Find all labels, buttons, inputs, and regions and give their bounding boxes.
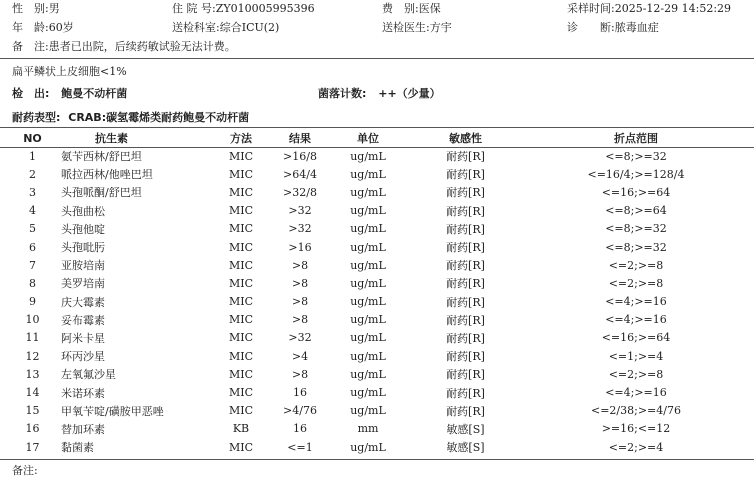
breakpoint-cell: <=8;>=32 xyxy=(605,149,667,163)
method-cell: MIC xyxy=(228,258,254,272)
row-no-cell: 8 xyxy=(29,276,36,290)
table-body xyxy=(10,147,744,456)
detection-organism: 鲍曼不动杆菌 xyxy=(61,87,128,100)
sensitivity-cell: 敏感[S] xyxy=(446,441,485,455)
method-cell: MIC xyxy=(228,349,254,363)
col-header-drug: 抗生素 xyxy=(95,132,128,145)
result-cell: >8 xyxy=(291,313,309,327)
drug-name-cell: 氨苄西林/舒巴坦 xyxy=(61,150,142,164)
unit-cell: ug/mL xyxy=(350,276,386,290)
result-cell: >16/8 xyxy=(283,149,317,163)
breakpoint-cell: >=16;<=12 xyxy=(601,422,671,436)
result-cell: >32 xyxy=(288,331,312,345)
breakpoint-cell: <=1;>=4 xyxy=(608,349,664,363)
breakpoint-cell: <=4;>=16 xyxy=(605,295,667,309)
diagnosis-value: 脓毒血症 xyxy=(614,21,659,34)
doctor-value: 方宇 xyxy=(429,21,452,34)
sensitivity-cell: 耐药[R] xyxy=(446,204,485,218)
result-cell: >4/76 xyxy=(283,404,317,418)
table-row xyxy=(10,165,744,183)
unit-cell: ug/mL xyxy=(350,349,386,363)
drug-name-cell: 头孢吡肟 xyxy=(61,241,105,255)
result-cell: >32 xyxy=(288,204,312,218)
row-no-cell: 11 xyxy=(25,331,40,345)
sensitivity-cell: 耐药[R] xyxy=(446,259,485,273)
sex-field xyxy=(12,0,60,16)
drug-name-cell: 亚胺培南 xyxy=(61,259,105,273)
unit-cell: ug/mL xyxy=(350,167,386,181)
breakpoint-cell: <=8;>=32 xyxy=(605,222,667,236)
detection-row xyxy=(12,85,127,101)
unit-cell: ug/mL xyxy=(350,222,386,236)
row-no-cell: 4 xyxy=(29,204,36,218)
fee-field xyxy=(382,0,441,16)
method-cell: MIC xyxy=(228,240,254,254)
method-cell: MIC xyxy=(228,276,254,290)
unit-cell: ug/mL xyxy=(350,149,386,163)
susceptibility-table xyxy=(10,129,744,456)
result-cell: >4 xyxy=(291,349,309,363)
table-top-rule xyxy=(0,127,754,128)
table-row xyxy=(10,311,744,329)
drug-name-cell: 头孢他啶 xyxy=(61,222,105,236)
breakpoint-cell: <=8;>=32 xyxy=(605,240,667,254)
doctor-field xyxy=(382,19,452,35)
sensitivity-cell: 耐药[R] xyxy=(446,186,485,200)
col-header-breakpoint: 折点范围 xyxy=(614,132,658,145)
drug-name-cell: 头孢哌酮/舒巴坦 xyxy=(61,186,142,200)
sensitivity-cell: 耐药[R] xyxy=(446,150,485,164)
breakpoint-cell: <=8;>=64 xyxy=(605,204,667,218)
fee-label: 费 别: xyxy=(382,2,419,15)
method-cell: MIC xyxy=(228,367,254,381)
row-no-cell: 1 xyxy=(29,149,36,163)
method-cell: MIC xyxy=(228,313,254,327)
unit-cell: ug/mL xyxy=(350,386,386,400)
footer-note: 备注: xyxy=(12,464,38,477)
result-cell: >16 xyxy=(288,240,312,254)
remark-label: 备 注: xyxy=(12,40,49,53)
breakpoint-cell: <=2;>=4 xyxy=(608,440,664,454)
method-cell: MIC xyxy=(228,295,254,309)
age-field xyxy=(12,19,74,35)
unit-cell: ug/mL xyxy=(350,185,386,199)
row-no-cell: 12 xyxy=(25,349,40,363)
result-cell: 16 xyxy=(293,386,307,400)
dept-value: 综合ICU(2) xyxy=(219,21,280,34)
sensitivity-cell: 耐药[R] xyxy=(446,386,485,400)
table-header-row xyxy=(10,129,744,147)
drug-name-cell: 甲氧苄啶/磺胺甲恶唑 xyxy=(61,404,164,418)
sex-label: 性 别: xyxy=(12,2,49,15)
drug-name-cell: 妥布霉素 xyxy=(61,313,105,327)
colony-count-value: ++（少量） xyxy=(378,87,441,100)
result-cell: 16 xyxy=(293,422,307,436)
cell-note: 扁平鳞状上皮细胞<1% xyxy=(12,65,127,78)
method-cell: KB xyxy=(232,422,250,436)
unit-cell: ug/mL xyxy=(350,331,386,345)
table-row xyxy=(10,329,744,347)
header-divider xyxy=(0,58,754,59)
age-value: 60岁 xyxy=(48,21,74,34)
sensitivity-cell: 耐药[R] xyxy=(446,404,485,418)
diagnosis-field xyxy=(567,19,659,35)
sample-time-label: 采样时间: xyxy=(567,2,615,15)
row-no-cell: 2 xyxy=(29,167,36,181)
method-cell: MIC xyxy=(228,404,254,418)
breakpoint-cell: <=16;>=64 xyxy=(601,331,671,345)
table-row xyxy=(10,256,744,274)
table-row xyxy=(10,274,744,292)
detection-label: 检 出: xyxy=(12,87,50,100)
unit-cell: mm xyxy=(357,422,379,436)
drug-name-cell: 环丙沙星 xyxy=(61,350,105,364)
drug-name-cell: 黏菌素 xyxy=(61,441,94,455)
sensitivity-cell: 敏感[S] xyxy=(446,422,485,436)
remark-value: 患者已出院，后续药敏试验无法计费。 xyxy=(48,40,236,53)
sensitivity-cell: 耐药[R] xyxy=(446,313,485,327)
admission-value: ZY010005995396 xyxy=(215,2,315,15)
table-row xyxy=(10,438,744,456)
drug-name-cell: 左氧氟沙星 xyxy=(61,368,116,382)
breakpoint-cell: <=2/38;>=4/76 xyxy=(591,404,681,418)
diagnosis-label: 诊 断: xyxy=(567,21,615,34)
drug-name-cell: 米诺环素 xyxy=(61,386,105,400)
drug-name-cell: 庆大霉素 xyxy=(61,295,105,309)
phenotype-label: 耐药表型: xyxy=(12,111,61,124)
unit-cell: ug/mL xyxy=(350,240,386,254)
col-header-no: NO xyxy=(23,131,42,145)
table-row xyxy=(10,383,744,401)
breakpoint-cell: <=16;>=64 xyxy=(601,185,671,199)
row-no-cell: 7 xyxy=(29,258,36,272)
drug-name-cell: 哌拉西林/他唑巴坦 xyxy=(61,168,153,182)
drug-name-cell: 头孢曲松 xyxy=(61,204,105,218)
colony-count-row xyxy=(318,85,441,101)
sensitivity-cell: 耐药[R] xyxy=(446,168,485,182)
row-no-cell: 9 xyxy=(29,295,36,309)
method-cell: MIC xyxy=(228,222,254,236)
col-header-result: 结果 xyxy=(289,132,311,145)
sensitivity-cell: 耐药[R] xyxy=(446,368,485,382)
row-no-cell: 17 xyxy=(25,440,40,454)
row-no-cell: 6 xyxy=(29,240,36,254)
col-header-method: 方法 xyxy=(230,132,252,145)
row-no-cell: 10 xyxy=(25,313,40,327)
sample-time-value: 2025-12-29 14:52:29 xyxy=(614,2,732,15)
result-cell: >32 xyxy=(288,222,312,236)
sensitivity-cell: 耐药[R] xyxy=(446,350,485,364)
breakpoint-cell: <=2;>=8 xyxy=(608,367,664,381)
col-header-sensitivity: 敏感性 xyxy=(449,132,482,145)
method-cell: MIC xyxy=(228,386,254,400)
breakpoint-cell: <=16/4;>=128/4 xyxy=(587,167,685,181)
unit-cell: ug/mL xyxy=(350,313,386,327)
result-cell: >8 xyxy=(291,276,309,290)
sensitivity-cell: 耐药[R] xyxy=(446,277,485,291)
method-cell: MIC xyxy=(228,204,254,218)
result-cell: >64/4 xyxy=(283,167,317,181)
result-cell: >32/8 xyxy=(283,185,317,199)
table-row xyxy=(10,365,744,383)
unit-cell: ug/mL xyxy=(350,367,386,381)
dept-label: 送检科室: xyxy=(172,21,220,34)
breakpoint-cell: <=4;>=16 xyxy=(605,386,667,400)
dept-field xyxy=(172,19,279,35)
unit-cell: ug/mL xyxy=(350,295,386,309)
breakpoint-cell: <=2;>=8 xyxy=(608,276,664,290)
method-cell: MIC xyxy=(228,149,254,163)
col-header-unit: 单位 xyxy=(357,132,379,145)
method-cell: MIC xyxy=(228,331,254,345)
row-no-cell: 16 xyxy=(25,422,40,436)
phenotype-value: CRAB:碳氢霉烯类耐药鲍曼不动杆菌 xyxy=(68,111,250,124)
sex-value: 男 xyxy=(48,2,60,15)
doctor-label: 送检医生: xyxy=(382,21,430,34)
result-cell: <=1 xyxy=(287,440,313,454)
table-bottom-rule xyxy=(0,459,754,460)
breakpoint-cell: <=2;>=8 xyxy=(608,258,664,272)
breakpoint-cell: <=4;>=16 xyxy=(605,313,667,327)
result-cell: >8 xyxy=(291,367,309,381)
sensitivity-cell: 耐药[R] xyxy=(446,295,485,309)
table-row xyxy=(10,202,744,220)
colony-count-label: 菌落计数: xyxy=(318,87,367,100)
unit-cell: ug/mL xyxy=(350,440,386,454)
row-no-cell: 5 xyxy=(29,222,36,236)
table-row xyxy=(10,293,744,311)
table-row xyxy=(10,347,744,365)
result-cell: >8 xyxy=(291,295,309,309)
method-cell: MIC xyxy=(228,167,254,181)
sample-time-field xyxy=(567,0,731,16)
row-no-cell: 15 xyxy=(25,404,40,418)
sensitivity-cell: 耐药[R] xyxy=(446,222,485,236)
drug-name-cell: 替加环素 xyxy=(61,422,105,436)
table-row xyxy=(10,147,744,165)
method-cell: MIC xyxy=(228,440,254,454)
unit-cell: ug/mL xyxy=(350,258,386,272)
sensitivity-cell: 耐药[R] xyxy=(446,241,485,255)
row-no-cell: 14 xyxy=(25,386,40,400)
row-no-cell: 13 xyxy=(25,367,40,381)
admission-label: 住 院 号: xyxy=(172,2,216,15)
row-no-cell: 3 xyxy=(29,185,36,199)
table-row xyxy=(10,220,744,238)
sensitivity-cell: 耐药[R] xyxy=(446,331,485,345)
unit-cell: ug/mL xyxy=(350,404,386,418)
admission-field xyxy=(172,0,315,16)
remark-field xyxy=(12,38,236,54)
table-row xyxy=(10,402,744,420)
age-label: 年 龄: xyxy=(12,21,49,34)
drug-name-cell: 阿米卡星 xyxy=(61,331,105,345)
table-row xyxy=(10,238,744,256)
result-cell: >8 xyxy=(291,258,309,272)
unit-cell: ug/mL xyxy=(350,204,386,218)
table-row xyxy=(10,183,744,201)
method-cell: MIC xyxy=(228,185,254,199)
phenotype-row xyxy=(12,109,249,125)
fee-value: 医保 xyxy=(418,2,441,15)
table-row xyxy=(10,420,744,438)
drug-name-cell: 美罗培南 xyxy=(61,277,105,291)
